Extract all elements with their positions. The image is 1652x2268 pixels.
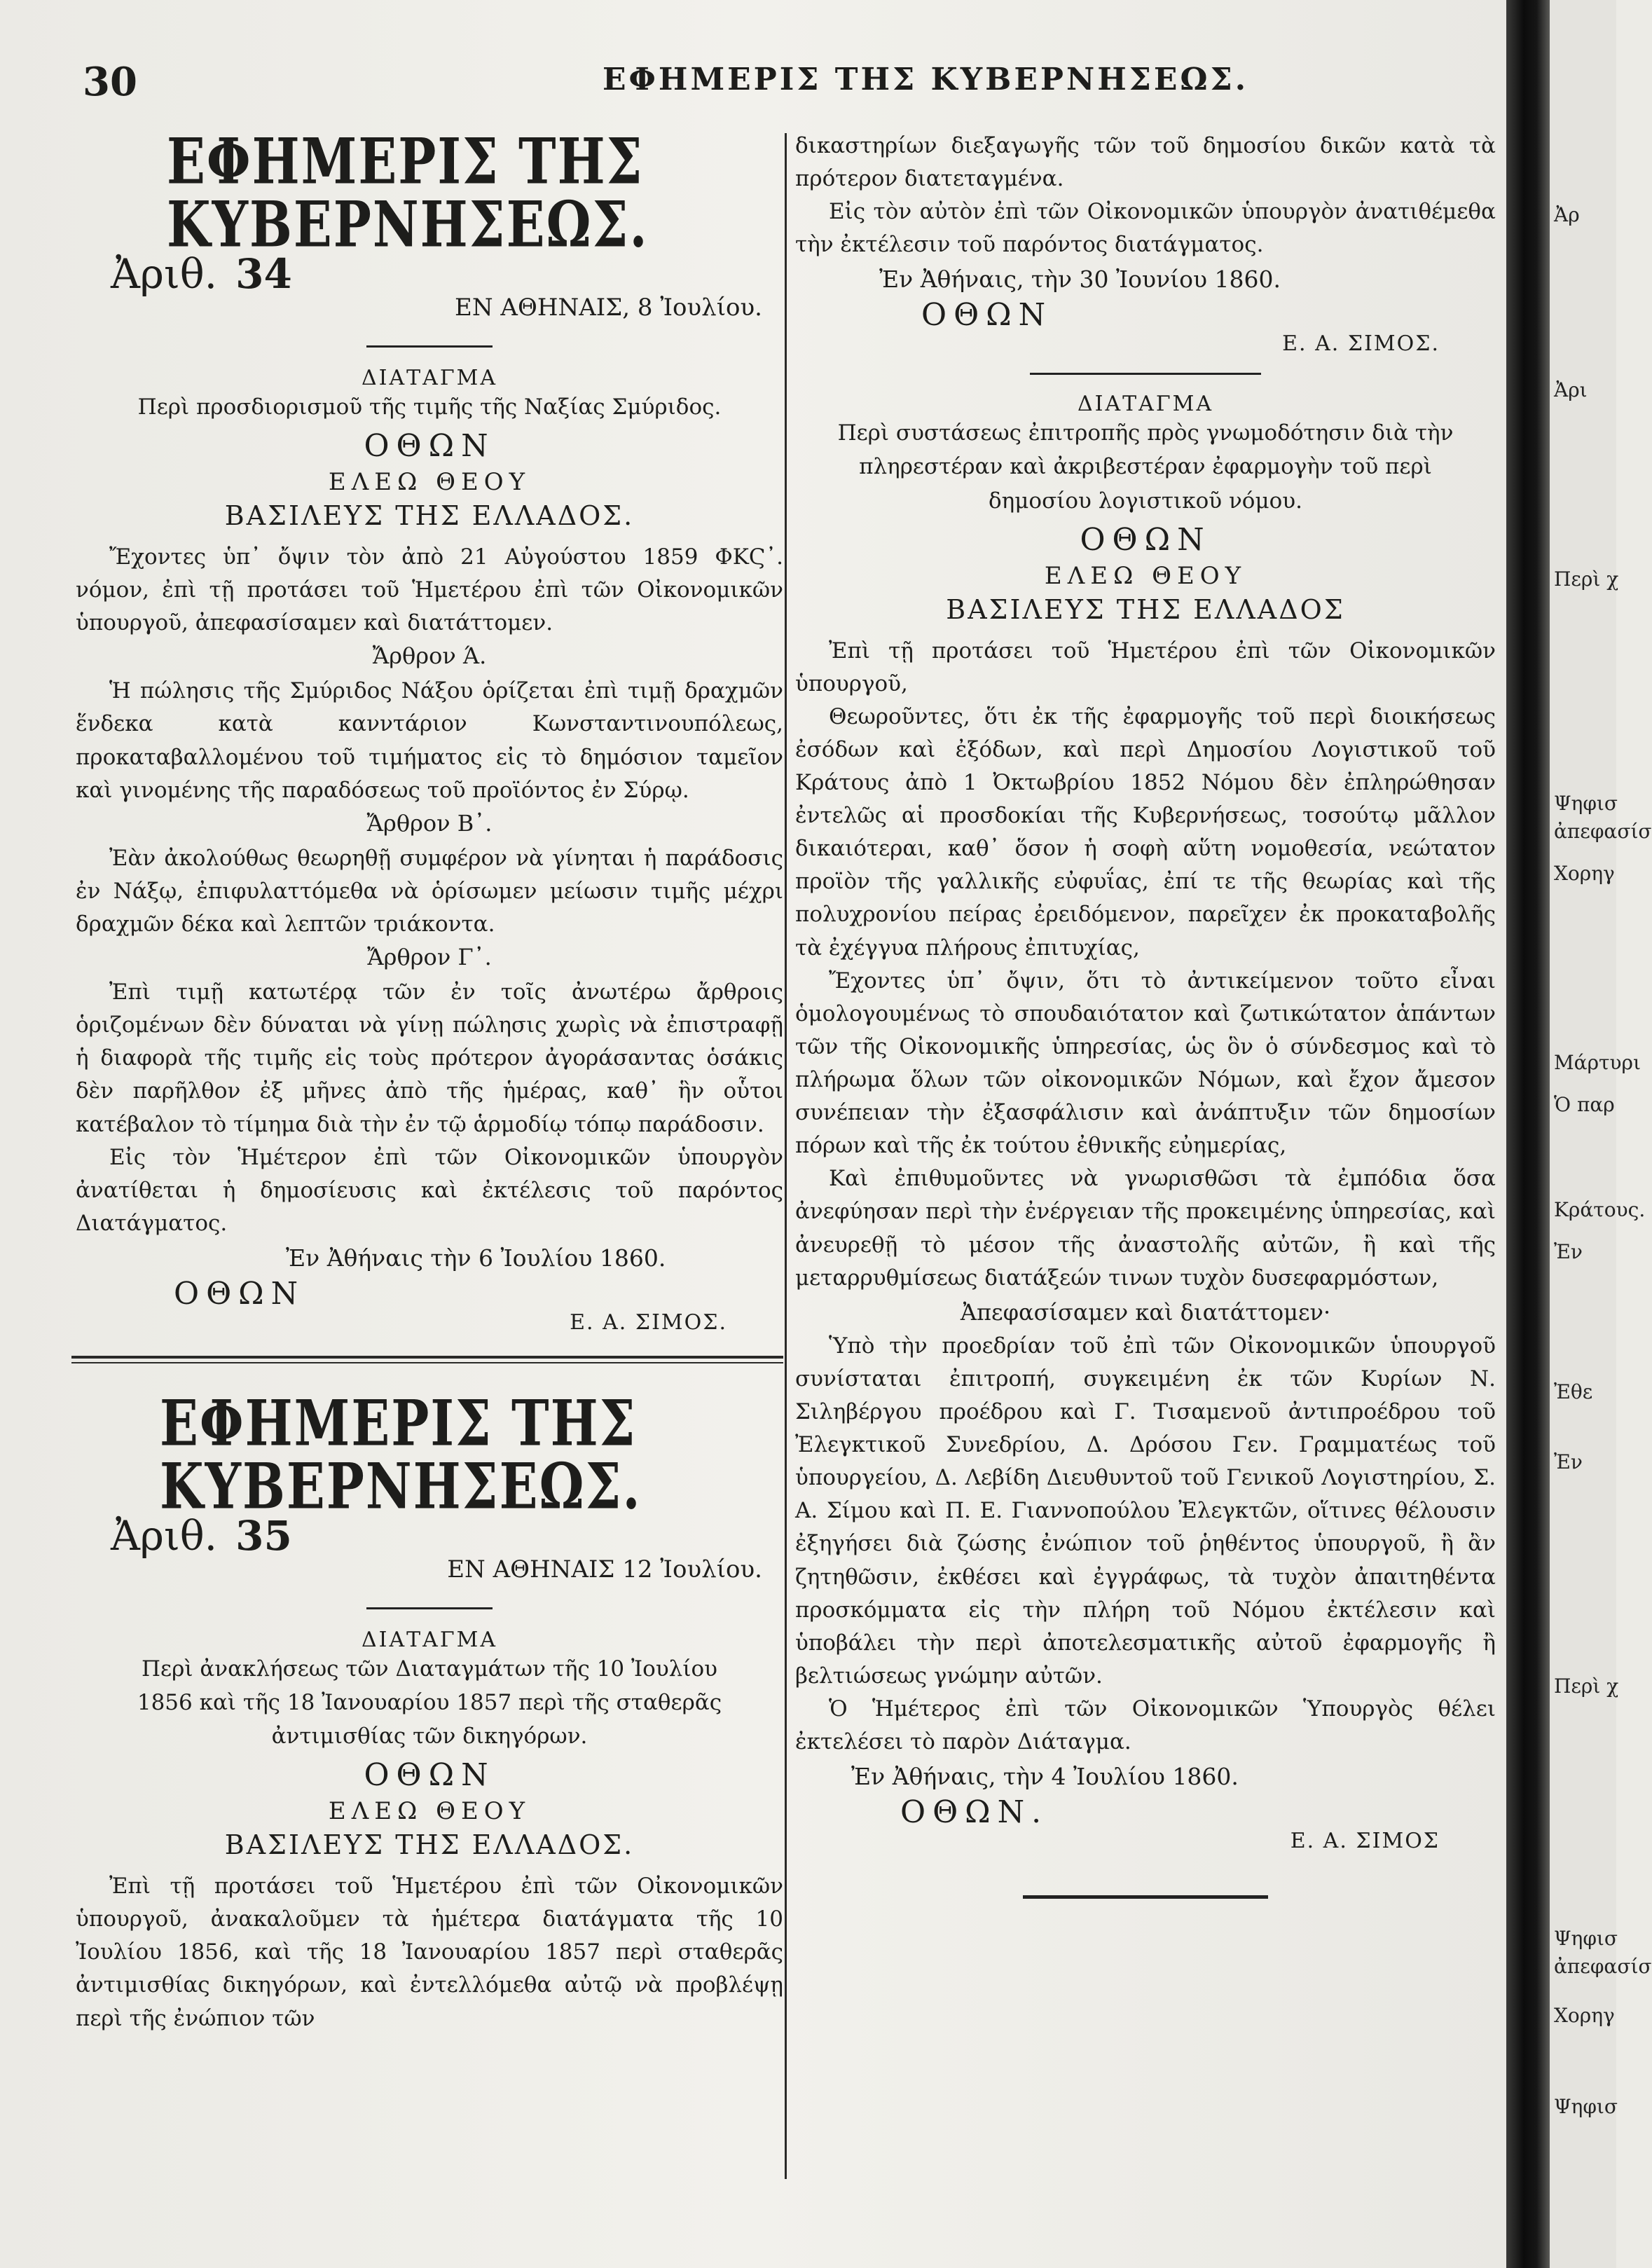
continuation-text: δικαστηρίων διεξαγωγῆς τῶν τοῦ δημοσίου δικῶν κατὰ τὰ πρότερον διατεταγμένα. [795, 133, 1496, 192]
king-title: ΒΑΣΙΛΕΥΣ ΤΗΣ ΕΛΛΑΔΟΣ. [224, 1829, 635, 1861]
divider [366, 345, 493, 348]
closing-text: Εἰς τὸν Ἡμέτερον ἐπὶ τῶν Οἰκονομικῶν ὑπουργὸν ἀνατίθεται ἡ δημοσίευσις καὶ ἐκτέλεσις τοῦ παρόντος Διατάγματος. [76, 1144, 783, 1236]
decree-heading: ΔΙΑΤΑΓΜΑ [1077, 392, 1214, 417]
closing-text: Εἰς τὸν αὐτὸν ἐπὶ τῶν Οἰκονομικῶν ὑπουργὸν ἀνατιθέμεθα τὴν ἐκτέλεσιν τοῦ παρόντος διατάγματος. [795, 199, 1496, 258]
decree-date: Ἐν Ἀθήναις, τὴν 4 Ἰουλίου 1860. [851, 1763, 1239, 1791]
arith-label: Ἀριθ. [111, 250, 218, 298]
decree-subject: Περὶ συστάσεως ἐπιτροπῆς πρὸς γνωμοδότησιν διὰ τὴν πληρεστέραν καὶ ἀκριβεστέραν ἐφαρμογὴν τοῦ περὶ δημοσίου λογιστικοῦ νόμου. [837, 420, 1454, 514]
arith-number: 34 [235, 250, 292, 298]
decree-subject: Περὶ προσδιορισμοῦ τῆς τιμῆς τῆς Ναξίας Σμύριδος. [137, 394, 722, 420]
decree-body: Ὑπὸ τὴν προεδρίαν τοῦ ἐπὶ τῶν Οἰκονομικῶν ὑπουργοῦ συνίσταται ἐπιτροπή, συγκειμένη ἐκ τῶν Κυρίων Ν. Σιληβέργου προέδρου καὶ Γ. Τισαμενοῦ ἀντιπροέδρου τοῦ Ἐλεγκτικοῦ Συνεδρίου, Δ. Δρόσου Γεν. Γραμματέως τοῦ ὑπουργείου, Δ. Λεβίδη Διευθυντοῦ τοῦ Γενικοῦ Λογιστηρίου, Σ. Α. Σίμου καὶ Π. Ε. Γιαννοπούλου Ἐλεγκτῶν, οἵτινες θέλουσιν ἐξηγήσει διὰ ζώσης ἐνώπιον τοῦ ῥηθέντος ὑπουργοῦ, ἢ ἂν ζητηθῶσιν, ἐκθέσει καὶ ἐγγράφως, τὰ τυχὸν ἀπαιτηθέντα προσκόμματα εἰς τὴν πλήρη τοῦ Νόμου ἐκτέλεσιν καὶ ὑποβάλει τὴν περὶ ἀποτελεσματικῆς αὐτοῦ ἐφαρμογῆς ἢ βελτιώσεως γνώμην αὐτῶν. [795, 1333, 1496, 1689]
signature-king: ΟΘΩΝ [921, 297, 1053, 334]
arith-label: Ἀριθ. [111, 1512, 218, 1560]
decree-date: Ἐν Ἀθήναις, τὴν 30 Ἰουνίου 1860. [879, 266, 1281, 294]
decree-subject: Περὶ ἀνακλήσεως τῶν Διαταγμάτων τῆς 10 Ἰουλίου 1856 καὶ τῆς 18 Ἰανουαρίου 1857 περὶ τῆς σταθερᾶς ἀντιμισθίας τῶν δικηγόρων. [137, 1656, 722, 1750]
paragraph: Καὶ ἐπιθυμοῦντες νὰ γνωρισθῶσι τὰ ἐμπόδια ὅσα ἀνεφύησαν περὶ τὴν ἐνέργειαν τῆς προκειμένης ὑπηρεσίας, καὶ ἀνευρεθῇ τὸ μέσον τῆς ἀναστολῆς αὐτῶν, ἢ καὶ τῆς μεταρρυθμίσεως διατάξεών τινων τυχὸν δυσεφαρμόστων, [795, 1166, 1496, 1291]
king-name: ΟΘΩΝ [1080, 521, 1211, 558]
column-divider [785, 133, 787, 2179]
next-page-fragment: Περὶ χ [1554, 1675, 1619, 1698]
arith-number: 35 [235, 1512, 292, 1560]
next-page-fragment: Ἀρι [1554, 378, 1588, 401]
next-page-fragment: Ψηφισ [1554, 792, 1618, 815]
signature-king: ΟΘΩΝ [174, 1276, 305, 1312]
next-page-fragment: Ἀρ [1554, 203, 1580, 226]
grace-of-god: ΕΛΕΩ ΘΕΟΥ [328, 468, 531, 497]
divider [1030, 373, 1261, 375]
decision-formula: Ἀπεφασίσαμεν καὶ διατάττομεν· [960, 1298, 1331, 1326]
right-column [795, 130, 1496, 1899]
signature-minister: Ε. Α. ΣΙΜΟΣ [1290, 1829, 1440, 1854]
divider [366, 1607, 493, 1609]
king-title: ΒΑΣΙΛΕΥΣ ΤΗΣ ΕΛΛΑΔΟΣ [946, 593, 1345, 625]
next-page-fragment: Ὁ παρ [1554, 1093, 1615, 1116]
paragraph: Ἐπὶ τῇ προτάσει τοῦ Ἡμετέρου ἐπὶ τῶν Οἰκονομικῶν ὑπουργοῦ, [795, 638, 1496, 696]
issue-35 [76, 1385, 783, 2035]
signature-minister: Ε. Α. ΣΙΜΟΣ. [1282, 331, 1440, 357]
book-spine-gutter [1506, 0, 1550, 2268]
decree-heading: ΔΙΑΤΑΓΜΑ [361, 366, 498, 390]
king-name: ΟΘΩΝ [364, 428, 495, 465]
next-page-fragment: Μάρτυρι [1554, 1051, 1641, 1074]
next-page-fragment: Χορηγ [1554, 862, 1615, 885]
king-title: ΒΑΣΙΛΕΥΣ ΤΗΣ ΕΛΛΑΔΟΣ. [224, 500, 635, 532]
closing-text: Ὁ Ἡμέτερος ἐπὶ τῶν Οἰκονομικῶν Ὑπουργὸς θέλει ἐκτελέσει τὸ παρὸν Διάταγμα. [795, 1696, 1496, 1755]
next-page-fragment: Χορηγ [1554, 2004, 1615, 2027]
next-page-fragment: Ψηφισ [1554, 2095, 1618, 2118]
article-title: Ἄρθρον Γ᾽. [367, 944, 492, 971]
article-text: Ἐὰν ἀκολούθως θεωρηθῇ συμφέρον νὰ γίνηται ἡ παράδοσις ἐν Νάξῳ, ἐπιφυλαττόμεθα νὰ ὁρίσωμεν μείωσιν τιμῆς μέχρι δραχμῶν δέκα καὶ λεπτῶν τριάκοντα. [76, 845, 783, 937]
place-date: ΕΝ ΑΘΗΝΑΙΣ 12 Ἰουλίου. [447, 1555, 762, 1584]
signature-king: ΟΘΩΝ. [900, 1794, 1049, 1831]
article-text: Ἐπὶ τιμῇ κατωτέρᾳ τῶν ἐν τοῖς ἀνωτέρω ἄρθροις ὁριζομένων δὲν δύναται νὰ γίνῃ πώλησις χωρὶς νὰ ἐπιστραφῇ ἡ διαφορὰ τῆς τιμῆς εἰς τοὺς πρότερον ἀγοράσαντας ὁσάκις δὲν παρῆλθον ἐξ μῆνες ἀπὸ τῆς ἡμέρας, καθ᾽ ἣν οὗτοι κατέβαλον τὸ τίμημα διὰ τὴν ἐν τῷ ἁρμοδίῳ τόπῳ παράδοσιν. [76, 980, 783, 1137]
next-page-fragment: ἀπεφασίσ [1554, 1955, 1652, 1978]
decree-heading: ΔΙΑΤΑΓΜΑ [361, 1628, 498, 1653]
end-rule [1023, 1895, 1268, 1899]
king-name: ΟΘΩΝ [364, 1757, 495, 1794]
grace-of-god: ΕΛΕΩ ΘΕΟΥ [328, 1797, 531, 1826]
next-page-fragment: Περὶ χ [1554, 568, 1619, 591]
issue-34 [76, 123, 783, 1335]
next-page-fragment: Κράτους. [1554, 1198, 1646, 1221]
running-title: ΕΦΗΜΕΡΙΣ ΤΗΣ ΚΥΒΕΡΝΗΣΕΩΣ. [603, 62, 1249, 97]
adjacent-page-fragment [1550, 0, 1652, 2268]
article-title: Ἄρθρον Ά. [372, 642, 487, 670]
decree-text: Ἐπὶ τῇ προτάσει τοῦ Ἡμετέρου ἐπὶ τῶν Οἰκονομικῶν ὑπουργοῦ, ἀνακαλοῦμεν τὰ ἡμέτερα διατάγματα τῆς 10 Ἰουλίου 1856, καὶ τῆς 18 Ἰανουαρίου 1857 περὶ σταθερᾶς ἀντιμισθίας δικηγόρων, καὶ ἐντελλόμεθα αὐτῷ νὰ προβλέψῃ περὶ τῆς ἐνώπιον τῶν [76, 1874, 783, 2031]
grace-of-god: ΕΛΕΩ ΘΕΟΥ [1044, 561, 1247, 590]
masthead: ΕΦΗΜΕΡΙΣ ΤΗΣ ΚΥΒΕΡΝΗΣΕΩΣ. [160, 1385, 642, 1523]
page-number: 30 [83, 59, 137, 105]
masthead: ΕΦΗΜΕΡΙΣ ΤΗΣ ΚΥΒΕΡΝΗΣΕΩΣ. [167, 123, 649, 261]
preamble: Ἔχοντες ὑπ᾽ ὄψιν τὸν ἀπὸ 21 Αὐγούστου 1859 ΦΚϚ᾽. νόμον, ἐπὶ τῇ προτάσει τοῦ Ἡμετέρου ἐπὶ τῶν Οἰκονομικῶν ὑπουργοῦ, ἀπεφασίσαμεν καὶ διατάττομεν. [76, 544, 783, 636]
double-rule [71, 1356, 783, 1363]
decree-date: Ἐν Ἀθήναις τὴν 6 Ἰουλίου 1860. [286, 1244, 666, 1272]
paragraph: Θεωροῦντες, ὅτι ἐκ τῆς ἐφαρμογῆς τοῦ περὶ διοικήσεως ἐσόδων καὶ ἐξόδων, καὶ περὶ Δημοσίου Λογιστικοῦ τοῦ Κράτους ἀπὸ 1 Ὀκτωβρίου 1852 Νόμου δὲν ἐπληρώθησαν ἐντελῶς αἱ προσδοκίαι τῆς Κυβερνήσεως, τοσούτῳ μᾶλλον δικαιότεραι, καθ᾽ ὅσον ἡ σοφὴ αὕτη νομοθεσία, νεώτατον προϊὸν τῆς γαλλικῆς εὐφυΐας, ἐπί τε τῆς θεωρίας καὶ τῆς πολυχρονίου πείρας ἐρειδόμενον, παρεῖχεν ἐκ προκαταβολῆς τὰ ἐχέγγυα πλήρους ἐπιτυχίας, [795, 703, 1496, 961]
article-title: Ἄρθρον Β᾽. [366, 809, 493, 837]
next-page-fragment: Ἐν [1554, 1450, 1583, 1473]
next-page-fragment: Ψηφισ [1554, 1927, 1618, 1950]
left-column [76, 123, 783, 2035]
next-page-fragment: ἀπεφασίσ [1554, 820, 1652, 843]
next-page-fragment: Ἐν [1554, 1240, 1583, 1263]
paragraph: Ἔχοντες ὑπ᾽ ὄψιν, ὅτι τὸ ἀντικείμενον τοῦτο εἶναι ὁμολογουμένως τὸ σπουδαιότατον καὶ ζωτικώτατον ἁπάντων τῶν τῆς Οἰκονομικῆς ὑπηρεσίας, ὡς ὃν ὁ σύνδεσμος καὶ τὸ πλήρωμα ὅλων τῶν οἰκονομικῶν Νόμων, καὶ ἔχον ἄμεσον συνέπειαν τὴν ἐξασφάλισιν καὶ ἀνάπτυξιν τῶν δημοσίων πόρων καὶ τῆς ἐκ τούτου ἐθνικῆς εὐημερίας, [795, 968, 1496, 1159]
article-text: Ἡ πώλησις τῆς Σμύριδος Νάξου ὁρίζεται ἐπὶ τιμῇ δραχμῶν ἕνδεκα κατὰ κανντάριον Κωνσταντινουπόλεως, προκαταβαλλομένου τοῦ τιμήματος εἰς τὸ δημόσιον ταμεῖον καὶ γινομένης τῆς παραδόσεως τοῦ προϊόντος ἐν Σύρῳ. [76, 678, 783, 803]
place-date: ΕΝ ΑΘΗΝΑΙΣ, 8 Ἰουλίου. [455, 294, 762, 322]
next-page-fragment: Ἐθε [1554, 1380, 1593, 1403]
signature-minister: Ε. Α. ΣΙΜΟΣ. [570, 1310, 727, 1335]
